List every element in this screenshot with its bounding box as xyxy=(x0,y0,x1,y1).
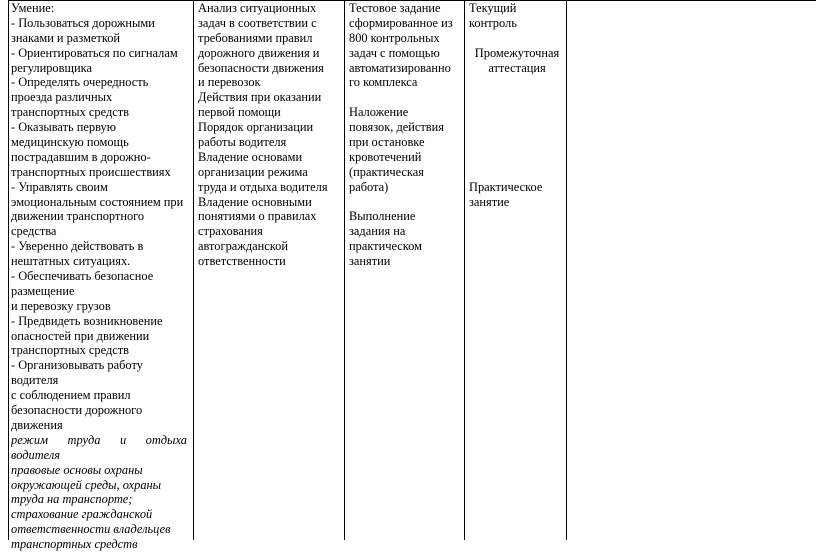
skill-line: эмоциональным состоянием при xyxy=(11,194,184,209)
control-line: Текущий xyxy=(469,1,517,15)
control-type-intermediate xyxy=(469,46,565,76)
skill-italic-line: водителя xyxy=(11,447,61,462)
skill-line: регулировщика xyxy=(11,60,92,75)
content-line: страхования xyxy=(198,224,263,239)
content-line: требованиями правил xyxy=(198,30,313,45)
skill-italic-line: страхование гражданской xyxy=(11,507,153,522)
assessment-form-task xyxy=(349,209,463,269)
control-line: контроль xyxy=(469,15,517,30)
skill-italic-word: отдыха xyxy=(145,432,187,447)
assessment-line: Наложение xyxy=(349,105,409,120)
assessment-line: Выполнение xyxy=(349,209,416,224)
control-type-cell xyxy=(469,1,565,209)
skill-line: с соблюдением правил xyxy=(11,388,131,403)
assessment-line: практическом xyxy=(349,239,422,254)
skill-italic-line: ответственности владельцев xyxy=(11,522,171,537)
skill-line: средства xyxy=(11,224,57,239)
content-line: Действия при оказании xyxy=(198,90,322,105)
assessment-line: автоматизированно xyxy=(349,60,451,75)
skill-line: - Обеспечивать безопасное xyxy=(11,269,154,284)
control-line: Практическое xyxy=(469,179,543,194)
column-border-3 xyxy=(464,0,465,540)
skill-line: размещение xyxy=(11,283,75,298)
skill-italic-word: труда xyxy=(67,432,101,447)
skill-line: Умение: xyxy=(11,1,55,15)
skill-line: - Оказывать первую xyxy=(11,120,116,135)
skill-line: знаками и разметкой xyxy=(11,30,121,45)
assessment-line: при остановке xyxy=(349,135,425,150)
skills-italic-list xyxy=(11,448,191,552)
skill-italic-word: режим xyxy=(11,432,49,447)
assessment-line: Тестовое задание xyxy=(349,1,441,15)
skill-line: безопасности дорожного xyxy=(11,403,143,418)
skill-line: - Организовывать работу xyxy=(11,358,143,373)
content-line: дорожного движения и xyxy=(198,45,320,60)
content-line: работы водителя xyxy=(198,135,287,150)
content-line: первой помощи xyxy=(198,105,281,120)
content-line: понятиями о правилах xyxy=(198,209,317,224)
skill-line: - Пользоваться дорожными xyxy=(11,15,155,30)
skills-cell xyxy=(11,1,191,552)
assessment-line: задания на xyxy=(349,224,406,239)
skill-line: - Предвидеть возникновение xyxy=(11,313,163,328)
skill-line: и перевозку грузов xyxy=(11,298,111,313)
content-line: ответственности xyxy=(198,254,286,269)
assessment-line: повязок, действия xyxy=(349,120,444,135)
skill-line: нештатных ситуациях. xyxy=(11,254,131,269)
skill-line: - Определять очередность xyxy=(11,75,149,90)
skill-italic-line: транспортных средств xyxy=(11,537,138,552)
skill-line: опасностей при движении xyxy=(11,328,150,343)
content-line: безопасности движения xyxy=(198,60,324,75)
skill-line: транспортных происшествиях xyxy=(11,164,171,179)
assessment-line: сформированное из xyxy=(349,15,453,30)
skill-line: водителя xyxy=(11,373,59,388)
control-line: занятие xyxy=(469,194,510,209)
content-line: Анализ ситуационных xyxy=(198,1,317,15)
content-line: задач в соответствии с xyxy=(198,15,317,30)
assessment-line: задач с помощью xyxy=(349,45,440,60)
content-line: труда и отдыха водителя xyxy=(198,179,328,194)
assessment-form-cell xyxy=(349,1,463,269)
skill-italic-line: правовые основы охраны xyxy=(11,462,143,477)
assessment-line: (практическая xyxy=(349,164,424,179)
content-line: организации режима xyxy=(198,164,308,179)
content-cell xyxy=(198,1,342,269)
skill-line: транспортных средств xyxy=(11,343,130,358)
column-border-left xyxy=(8,0,9,540)
skill-italic-line: труда на транспорте; xyxy=(11,492,133,507)
content-line: автогражданской xyxy=(198,239,288,254)
assessment-line: 800 контрольных xyxy=(349,30,440,45)
content-line: Владение основными xyxy=(198,194,312,209)
assessment-line: кровотечений xyxy=(349,149,422,164)
skill-line: - Уверенно действовать в xyxy=(11,239,144,254)
skill-line: медицинскую помощь xyxy=(11,135,129,150)
assessment-line: работа) xyxy=(349,179,389,194)
skill-line: движении транспортного xyxy=(11,209,145,224)
skill-line: пострадавшим в дорожно- xyxy=(11,149,151,164)
content-line: Порядок организации xyxy=(198,120,314,135)
control-line: Промежуточная xyxy=(474,45,560,60)
control-line: аттестация xyxy=(488,60,546,75)
assessment-form-test xyxy=(349,1,463,90)
skill-line: движения xyxy=(11,417,63,432)
skill-line: проезда различных xyxy=(11,90,113,105)
content-list xyxy=(198,1,342,269)
skills-italic-heading xyxy=(11,433,187,448)
column-border-4 xyxy=(566,0,567,540)
column-border-1 xyxy=(193,0,194,540)
skill-line: - Ориентироваться по сигналам xyxy=(11,45,178,60)
skill-italic-word: и xyxy=(119,432,127,447)
assessment-line: занятии xyxy=(349,254,391,269)
skill-line: - Управлять своим xyxy=(11,179,108,194)
content-line: Владение основами xyxy=(198,149,303,164)
content-line: и перевозок xyxy=(198,75,261,90)
skill-italic-line: окружающей среды, охраны xyxy=(11,477,162,492)
control-type-practice xyxy=(469,180,565,210)
control-type-current xyxy=(469,1,565,31)
assessment-line: го комплекса xyxy=(349,75,418,90)
assessment-form-practical xyxy=(349,105,463,194)
skill-line: транспортных средств xyxy=(11,105,130,120)
skills-list xyxy=(11,1,191,433)
column-border-2 xyxy=(344,0,345,540)
